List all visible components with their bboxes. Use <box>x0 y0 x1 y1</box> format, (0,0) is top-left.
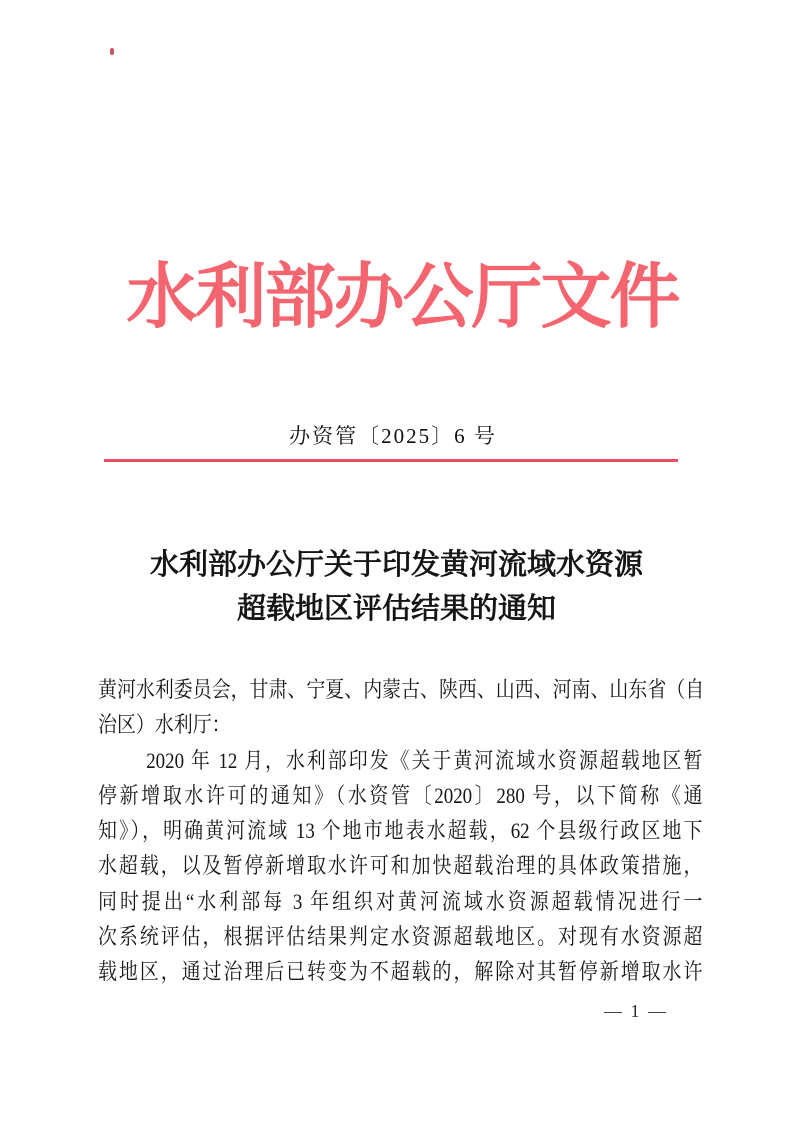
notice-title-line-1: 水利部办公厅关于印发黄河流域水资源 <box>149 549 643 581</box>
letterhead-title: 水利部办公厅文件 <box>126 259 679 337</box>
notice-title <box>0 543 793 631</box>
body-line: 治区）水利厅： <box>98 712 231 738</box>
scan-artifact <box>110 48 114 55</box>
page-number: — 1 — <box>604 1001 668 1021</box>
body-line: 同时提出“水利部每 3 年组织对黄河流域水资源超载情况进行一 <box>98 888 703 914</box>
body-line: 载地区，通过治理后已转变为不超载的，解除对其暂停新增取水许 <box>98 959 703 985</box>
document-number: 办资管〔2025〕6 号 <box>289 424 497 448</box>
body-line: 黄河水利委员会，甘肃、宁夏、内蒙古、陕西、山西、河南、山东省（自 <box>98 677 705 702</box>
red-divider-rule <box>104 459 678 462</box>
body-line: 停新增取水许可的通知》（水资管〔2020〕280 号，以下简称《通 <box>98 782 703 808</box>
body-line: 次系统评估，根据评估结果判定水资源超载地区。对现有水资源超 <box>98 924 703 950</box>
body-line: 水超载，以及暂停新增取水许可和加快超载治理的具体政策措施， <box>98 853 703 879</box>
notice-title-line-2: 超载地区评估结果的通知 <box>236 593 556 625</box>
body-line: 知》），明确黄河流域 13 个地市地表水超载，62 个县级行政区地下 <box>98 818 703 844</box>
notice-body <box>98 672 705 990</box>
body-line: 2020 年 12 月，水利部印发《关于黄河流域水资源超载地区暂 <box>146 747 703 773</box>
